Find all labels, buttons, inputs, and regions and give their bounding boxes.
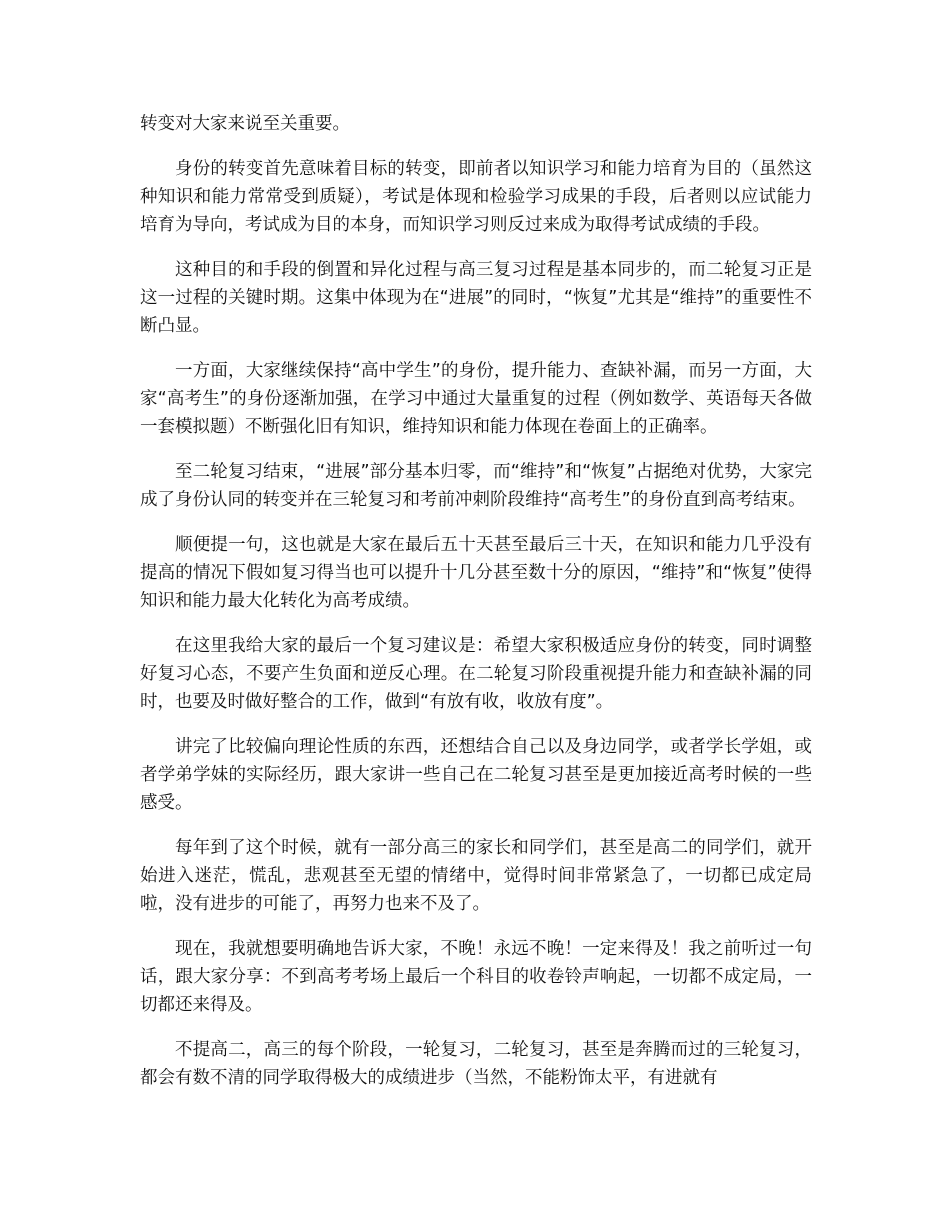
paragraph-10: 现在，我就想要明确地告诉大家，不晚！永远不晚！一定来得及！我之前听过一句话，跟大家分享：不到高考考场上最后一个科目的收卷铃声响起，一切都不成定局，一切都还来得及。 <box>140 939 812 1015</box>
paragraph-8: 讲完了比较偏向理论性质的东西，还想结合自己以及身边同学，或者学长学姐，或者学弟学妹的实际经历，跟大家讲一些自己在二轮复习甚至是更加接近高考时候的一些感受。 <box>140 737 812 813</box>
paragraph-4: 一方面，大家继续保持“高中学生”的身份，提升能力、查缺补漏，而另一方面，大家“高考生”的身份逐渐加强，在学习中通过大量重复的过程（例如数学、英语每天各做一套模拟题）不断强化旧有知识，维持知识和能力体现在卷面上的正确率。 <box>140 361 812 437</box>
document-page <box>140 110 812 1109</box>
paragraph-3: 这种目的和手段的倒置和异化过程与高三复习过程是基本同步的，而二轮复习正是这一过程的关键时期。这集中体现为在“进展”的同时，“恢复”尤其是“维持”的重要性不断凸显。 <box>140 260 812 336</box>
paragraph-1: 转变对大家来说至关重要。 <box>140 114 350 134</box>
paragraph-7: 在这里我给大家的最后一个复习建议是：希望大家积极适应身份的转变，同时调整好复习心态，不要产生负面和逆反心理。在二轮复习阶段重视提升能力和查缺补漏的同时，也要及时做好整合的工作，做到“有放有收，收放有度”。 <box>140 636 812 712</box>
paragraph-9: 每年到了这个时候，就有一部分高三的家长和同学们，甚至是高二的同学们，就开始进入迷茫，慌乱，悲观甚至无望的情绪中，觉得时间非常紧急了，一切都已成定局啦，没有进步的可能了，再努力也来不及了。 <box>140 838 812 914</box>
paragraph-5: 至二轮复习结束，“进展”部分基本归零，而“维持”和“恢复”占据绝对优势，大家完成了身份认同的转变并在三轮复习和考前冲刺阶段维持“高考生”的身份直到高考结束。 <box>140 462 812 510</box>
paragraph-6: 顺便提一句，这也就是大家在最后五十天甚至最后三十天，在知识和能力几乎没有提高的情况下假如复习得当也可以提升十几分甚至数十分的原因，“维持”和“恢复”使得知识和能力最大化转化为高考成绩。 <box>140 535 812 611</box>
paragraph-11: 不提高二，高三的每个阶段，一轮复习，二轮复习，甚至是奔腾而过的三轮复习，都会有数不清的同学取得极大的成绩进步（当然，不能粉饰太平，有进就有 <box>140 1040 812 1088</box>
paragraph-2: 身份的转变首先意味着目标的转变，即前者以知识学习和能力培育为目的（虽然这种知识和能力常常受到质疑），考试是体现和检验学习成果的手段，后者则以应试能力培育为导向，考试成为目的本身，而知识学习则反过来成为取得考试成绩的手段。 <box>140 159 812 235</box>
